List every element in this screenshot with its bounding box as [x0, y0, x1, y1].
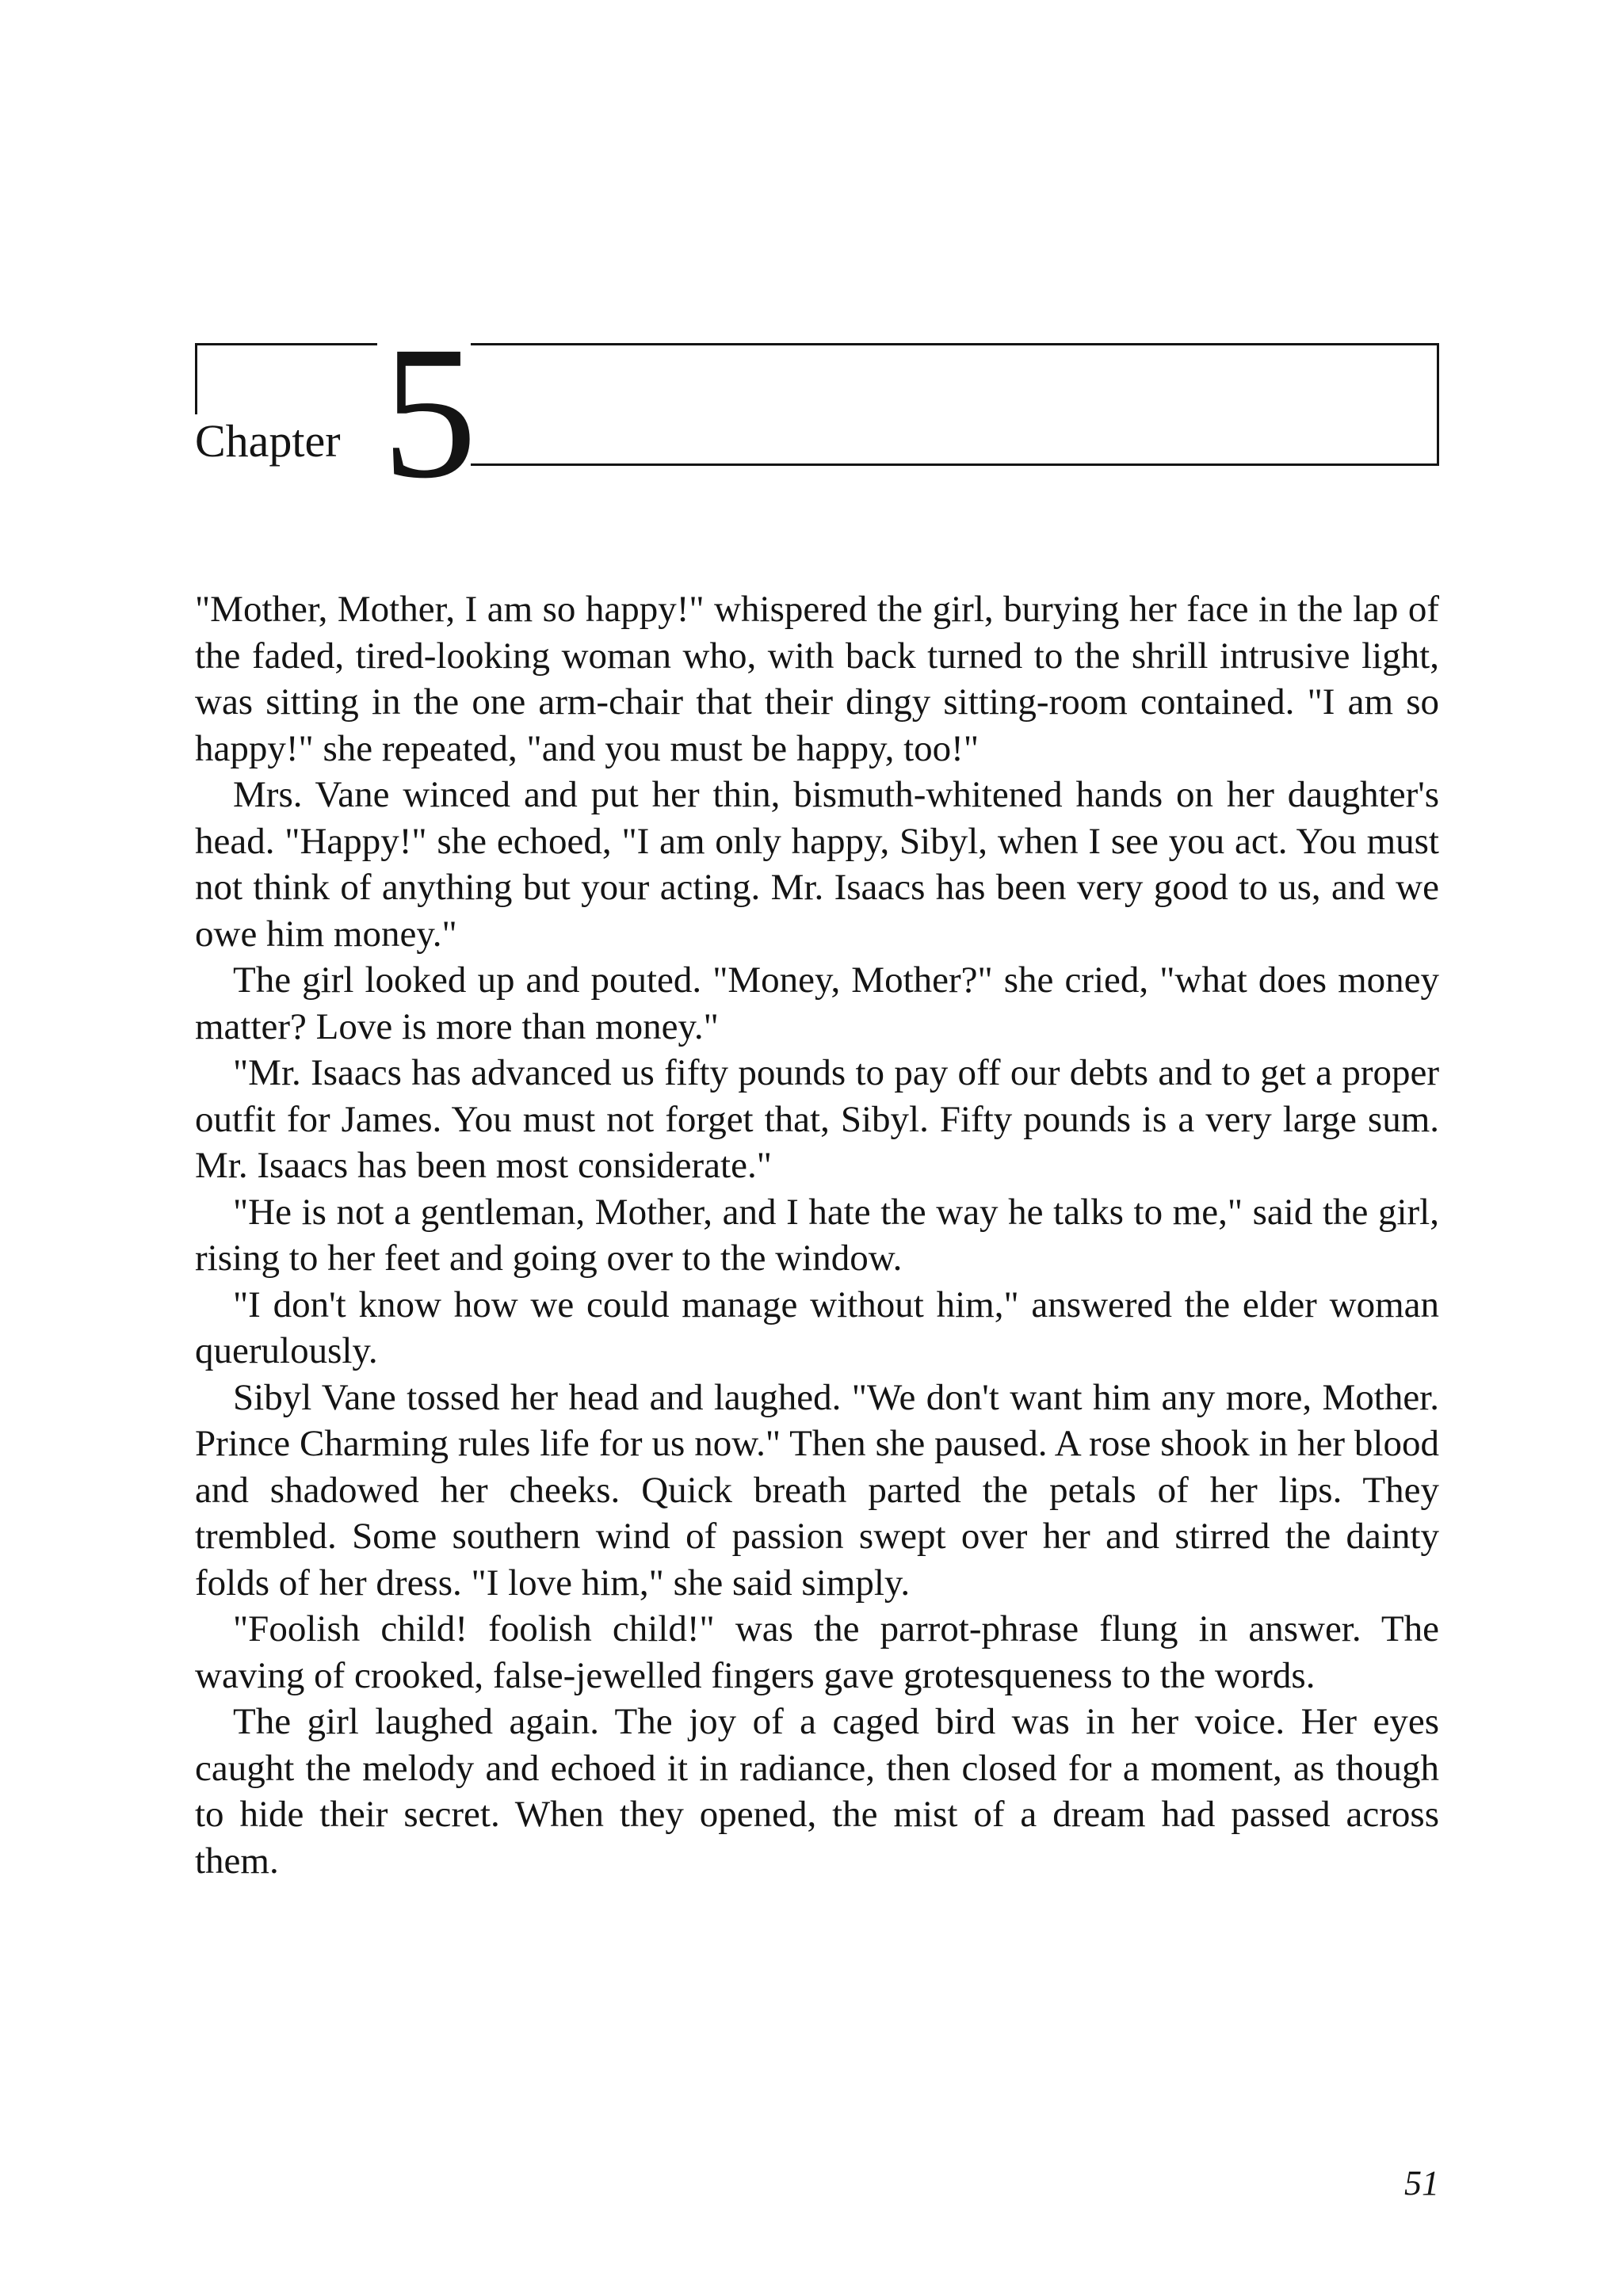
chapter-heading — [195, 307, 1439, 517]
heading-frame-top-right — [471, 343, 1439, 345]
paragraph: Mrs. Vane winced and put her thin, bismuth-whitened hands on her daughter's head. "Happy!" she echoed, "I am only happy, Sibyl, when I see you act. You must not think of anything but your acting. Mr. Isaacs has been very good to us, and we owe him money." — [195, 774, 1439, 955]
heading-frame-left — [195, 343, 197, 414]
page-number: 51 — [1404, 2164, 1439, 2203]
paragraph: "He is not a gentleman, Mother, and I hate the way he talks to me," said the girl, rising to her feet and going over to the window. — [195, 1191, 1439, 1279]
paragraph: The girl laughed again. The joy of a caged bird was in her voice. Her eyes caught the melody and echoed it in radiance, then closed for a moment, as though to hide their secret. When they opened, the mist of a dream had passed across them. — [195, 1701, 1439, 1882]
chapter-number: 5 — [382, 307, 477, 517]
paragraph: "I don't know how we could manage without him," answered the elder woman querulously. — [195, 1283, 1439, 1371]
paragraph: The girl looked up and pouted. "Money, Mother?" she cried, "what does money matter? Love is more than money." — [195, 959, 1439, 1047]
heading-frame-top-left — [195, 343, 377, 345]
paragraph: Sibyl Vane tossed her head and laughed. "We don't want him any more, Mother. Prince Charming rules life for us now." Then she paused. A rose shook in her blood and shadowed her cheeks. Quick breath parted the petals of her lips. They trembled. Some southern wind of passion swept over her and stirred the dainty folds of her dress. "I love him," she said simply. — [195, 1376, 1439, 1604]
chapter-label: Chapter — [195, 415, 341, 467]
heading-frame-bottom — [471, 463, 1439, 466]
paragraph: "Mr. Isaacs has advanced us fifty pounds to pay off our debts and to get a proper outfit for James. You must not forget that, Sibyl. Fifty pounds is a very large sum. Mr. Isaacs has been most considerate." — [195, 1052, 1439, 1186]
chapter-body — [195, 586, 1439, 1884]
heading-frame-right — [1437, 343, 1439, 465]
paragraph: "Foolish child! foolish child!" was the parrot-phrase flung in answer. The waving of crooked, false-jewelled fingers gave grotesqueness to the words. — [195, 1608, 1439, 1696]
paragraph: "Mother, Mother, I am so happy!" whispered the girl, burying her face in the lap of the faded, tired-looking woman who, with back turned to the shrill intrusive light, was sitting in the one arm-chair that their dingy sitting-room contained. "I am so happy!" she repeated, "and you must be happy, too!" — [195, 589, 1439, 769]
